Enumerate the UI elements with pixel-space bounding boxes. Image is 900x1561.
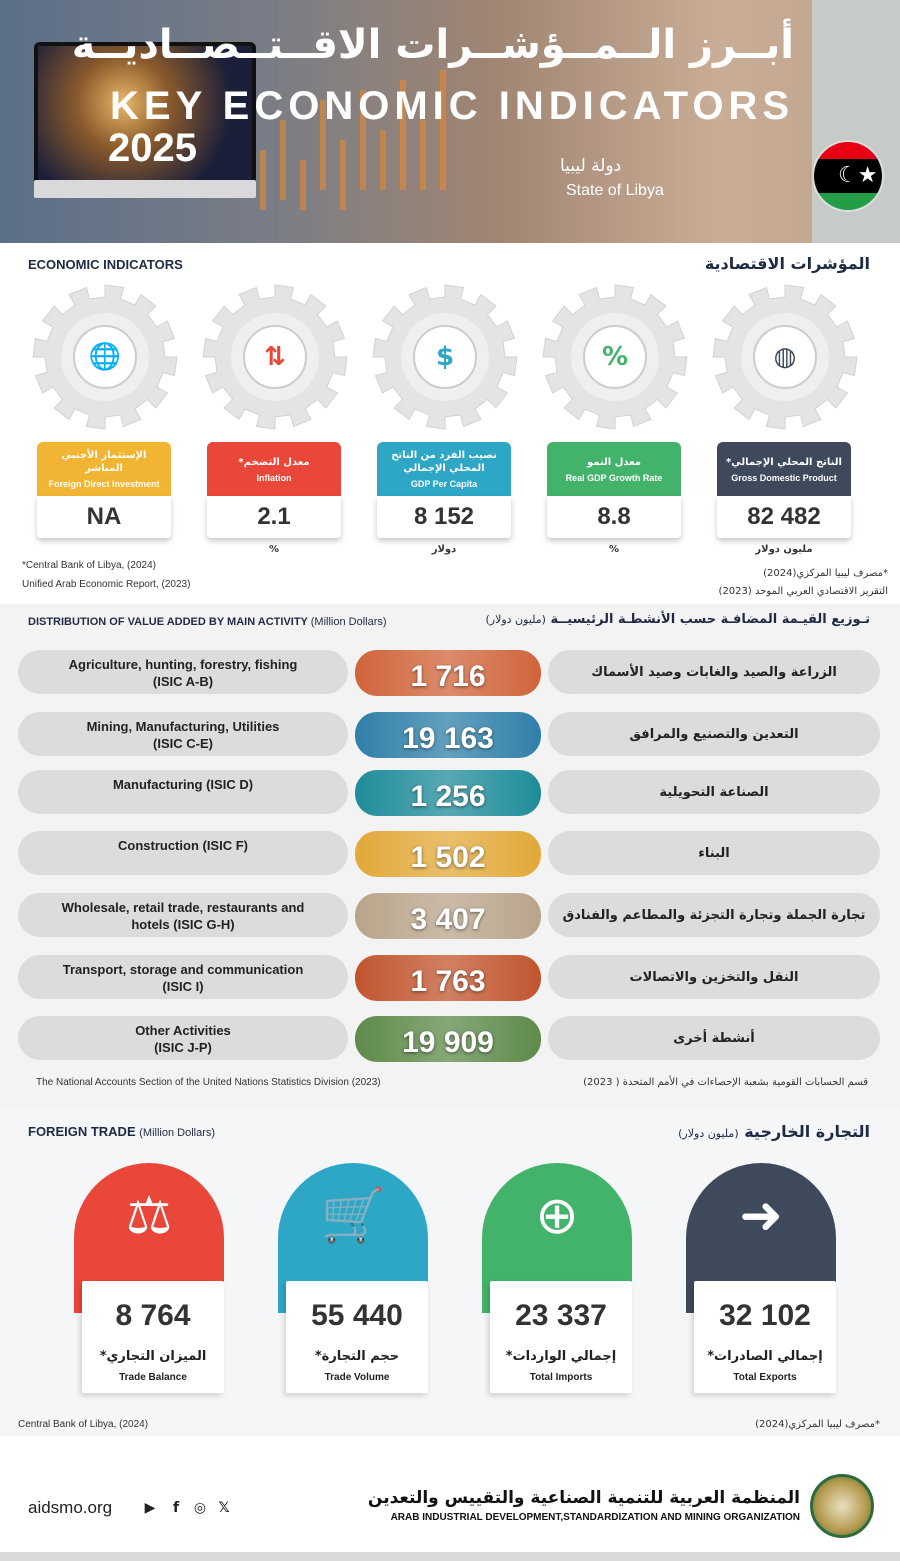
activity-name-en: Mining, Manufacturing, Utilities: [86, 719, 280, 734]
indicator-label-en: Gross Domestic Product: [731, 472, 837, 483]
org-name-arabic: المنظمة العربية للتنمية الصناعية والتقييس والتعدين: [367, 1488, 800, 1508]
indicator-card: [207, 442, 341, 538]
activity-isic-en: (ISIC A-B): [152, 674, 214, 689]
title-arabic: أبــرز الــمــؤشــرات الاقــتــصــاديــة: [71, 22, 794, 68]
trade-label-ar: الميزان التجاري*: [99, 1349, 207, 1364]
trade-label-ar: إجمالي الواردات*: [505, 1349, 617, 1364]
trade-note-en: Central Bank of Libya, (2024): [18, 1419, 149, 1430]
trade-label-ar: حجم التجارة*: [314, 1349, 400, 1364]
gear-4: [540, 282, 690, 432]
state-name-arabic: دولة ليبيا: [560, 156, 622, 176]
note-cbl-en: *Central Bank of Libya, (2024): [22, 560, 156, 571]
activity-label-en: [18, 770, 348, 814]
trade-label-ar: إجمالي الصادرات*: [707, 1349, 823, 1364]
indicator-unit: %: [608, 544, 620, 555]
person-dollar-icon: $: [413, 325, 477, 389]
indicator-card: [37, 442, 171, 538]
note-arab-report-en: Unified Arab Economic Report, (2023): [22, 579, 191, 590]
trade-title-en: FOREIGN TRADE (Million Dollars): [28, 1124, 216, 1139]
youtube-icon[interactable]: ▶: [144, 1500, 156, 1516]
indicator-label-en: Foreign Direct Investment: [48, 479, 160, 489]
activity-label-en: [18, 893, 348, 937]
activity-label-en: [18, 1016, 348, 1060]
activity-label-en: [18, 955, 348, 999]
activity-isic-en: (ISIC C-E): [153, 736, 213, 751]
indicator-label-ar: معدل التضخم*: [238, 456, 310, 468]
facebook-icon[interactable]: f: [172, 1500, 180, 1516]
activity-label-en: [18, 831, 348, 875]
org-name-english: ARAB INDUSTRIAL DEVELOPMENT,STANDARDIZATION AND MINING ORGANIZATION: [390, 1512, 800, 1523]
trade-card-body: [286, 1281, 428, 1393]
trade-card: [686, 1163, 836, 1393]
activity-label-ar: الصناعة التحويلية: [548, 770, 880, 814]
gear-2: [200, 282, 350, 432]
activity-label-ar: التعدين والتصنيع والمرافق: [548, 712, 880, 756]
indicator-label-en: Inflation: [256, 472, 292, 483]
indicator-card: [717, 442, 851, 538]
trade-label-en: Total Exports: [733, 1372, 797, 1383]
coins-up-arrow-icon: ⇅: [243, 325, 307, 389]
indicator-label-ar: الناتج المحلي الإجمالي*: [726, 456, 842, 468]
activity-label-en: [18, 712, 348, 756]
activity-value: 1 763: [355, 955, 541, 1001]
aidsmo-logo: [810, 1474, 874, 1538]
trade-card-body: [490, 1281, 632, 1393]
indicator-unit: مليون دولار: [755, 544, 813, 555]
indicator-unit: %: [268, 544, 280, 555]
globe-arrow-out-icon: ➜: [739, 1186, 783, 1246]
indicator-value: NA: [37, 496, 171, 538]
gdp-globe-icon: ◍: [753, 325, 817, 389]
activity-label-ar: النقل والتخزين والاتصالات: [548, 955, 880, 999]
distribution-source-en: The National Accounts Section of the United Nations Statistics Division (2023): [36, 1077, 381, 1088]
activity-isic-en: hotels (ISIC G-H): [131, 917, 235, 932]
indicator-card: [547, 442, 681, 538]
trade-balance-icon: ⚖: [125, 1186, 173, 1246]
monitor-stand: [34, 180, 256, 198]
trade-label-en: Trade Volume: [324, 1372, 390, 1383]
x-icon[interactable]: 𝕏: [218, 1500, 230, 1516]
indicator-label-ar: الإستثمار الأجنبي المباشر: [61, 450, 147, 474]
distribution-title-ar: تـوزيع القيـمة المضافـة حسب الأنشطـة الرئيسيــة (مليون دولار): [485, 612, 870, 627]
distribution-source-ar: قسم الحسابات القومية بشعبة الإحصاءات في الأمم المتحدة ( 2023): [583, 1077, 868, 1088]
trade-note-ar: *مصرف ليبيا المركزي(2024): [755, 1419, 880, 1430]
activity-isic-en: (ISIC J-P): [154, 1040, 212, 1055]
globe-arrow-in-icon: ⊕: [535, 1186, 579, 1246]
activity-name-en: Manufacturing (ISIC D): [112, 777, 254, 792]
footer: [0, 1462, 900, 1552]
activity-label-ar: الزراعة والصيد والغابات وصيد الأسماك: [548, 650, 880, 694]
activity-name-en: Agriculture, hunting, forestry, fishing: [68, 657, 298, 672]
header-banner: [0, 0, 900, 243]
activity-label-ar: أنشطة أخرى: [548, 1016, 880, 1060]
distribution-title-en: DISTRIBUTION OF VALUE ADDED BY MAIN ACTIVITY (Million Dollars): [28, 616, 387, 628]
growth-chart-icon: %: [583, 325, 647, 389]
note-arab-report-ar: التقرير الاقتصادي العربي الموحد (2023): [718, 586, 888, 597]
activity-name-en: Transport, storage and communication: [62, 962, 304, 977]
indicator-label-ar: نصيب الفرد من الناتج المحلي الإجمالي: [391, 450, 497, 474]
activity-name-en: Other Activities: [135, 1023, 231, 1038]
indicator-header: [377, 442, 511, 496]
indicator-value: 2.1: [207, 496, 341, 538]
indicator-value: 8.8: [547, 496, 681, 538]
activity-value: 1 502: [355, 831, 541, 877]
indicator-header: [717, 442, 851, 496]
indicator-value: 8 152: [377, 496, 511, 538]
economic-title-en: ECONOMIC INDICATORS: [28, 257, 183, 272]
indicator-label-ar: معدل النمو: [586, 456, 641, 468]
trade-card: [74, 1163, 224, 1393]
activity-value: 3 407: [355, 893, 541, 939]
activity-isic-en: (ISIC I): [162, 979, 204, 994]
indicator-label-en: Real GDP Growth Rate: [565, 472, 663, 483]
trade-card-body: [82, 1281, 224, 1393]
indicator-header: [37, 442, 171, 496]
activity-label-ar: تجارة الجملة وتجارة التجزئة والمطاعم والفنادق: [548, 893, 880, 937]
trade-card: [482, 1163, 632, 1393]
activity-label-en: [18, 650, 348, 694]
activity-name-en: Construction (ISIC F): [118, 838, 248, 853]
indicator-value: 82 482: [717, 496, 851, 538]
activity-value: 19 163: [355, 712, 541, 758]
year-label: 2025: [108, 126, 197, 170]
activity-name-en: Wholesale, retail trade, restaurants and: [61, 900, 305, 915]
activity-value: 19 909: [355, 1016, 541, 1062]
indicator-label-en: GDP Per Capita: [410, 479, 478, 489]
trade-title-ar: التجارة الخارجية (مليون دولار): [678, 1122, 870, 1141]
bottom-divider: [0, 1552, 900, 1561]
gear-5: [710, 282, 860, 432]
trade-value: 32 102: [719, 1299, 811, 1332]
trade-value: 55 440: [311, 1299, 403, 1332]
indicator-header: [547, 442, 681, 496]
indicator-header: [207, 442, 341, 496]
trade-label-en: Total Imports: [529, 1372, 593, 1383]
trade-card-body: [694, 1281, 836, 1393]
note-cbl-ar: *مصرف ليبيا المركزي(2024): [763, 568, 888, 579]
title-english: KEY ECONOMIC INDICATORS: [110, 84, 794, 128]
gear-3: [370, 282, 520, 432]
gear-1: [30, 282, 180, 432]
trade-value: 23 337: [515, 1299, 607, 1332]
activity-label-ar: البناء: [548, 831, 880, 875]
hand-globe-dollar-icon: 🌐: [73, 325, 137, 389]
state-name-english: State of Libya: [566, 182, 664, 199]
libya-flag-icon: ☾★: [812, 140, 884, 212]
website-link[interactable]: aidsmo.org: [28, 1498, 113, 1517]
economic-title-ar: المؤشرات الاقتصادية: [704, 254, 870, 273]
indicator-card: [377, 442, 511, 538]
cart-globe-icon: 🛒: [320, 1186, 386, 1246]
activity-value: 1 256: [355, 770, 541, 816]
trade-card: [278, 1163, 428, 1393]
trade-label-en: Trade Balance: [119, 1372, 187, 1383]
indicator-unit: دولار: [431, 544, 457, 555]
activity-value: 1 716: [355, 650, 541, 696]
instagram-icon[interactable]: ◎: [193, 1500, 207, 1516]
trade-value: 8 764: [115, 1299, 191, 1332]
